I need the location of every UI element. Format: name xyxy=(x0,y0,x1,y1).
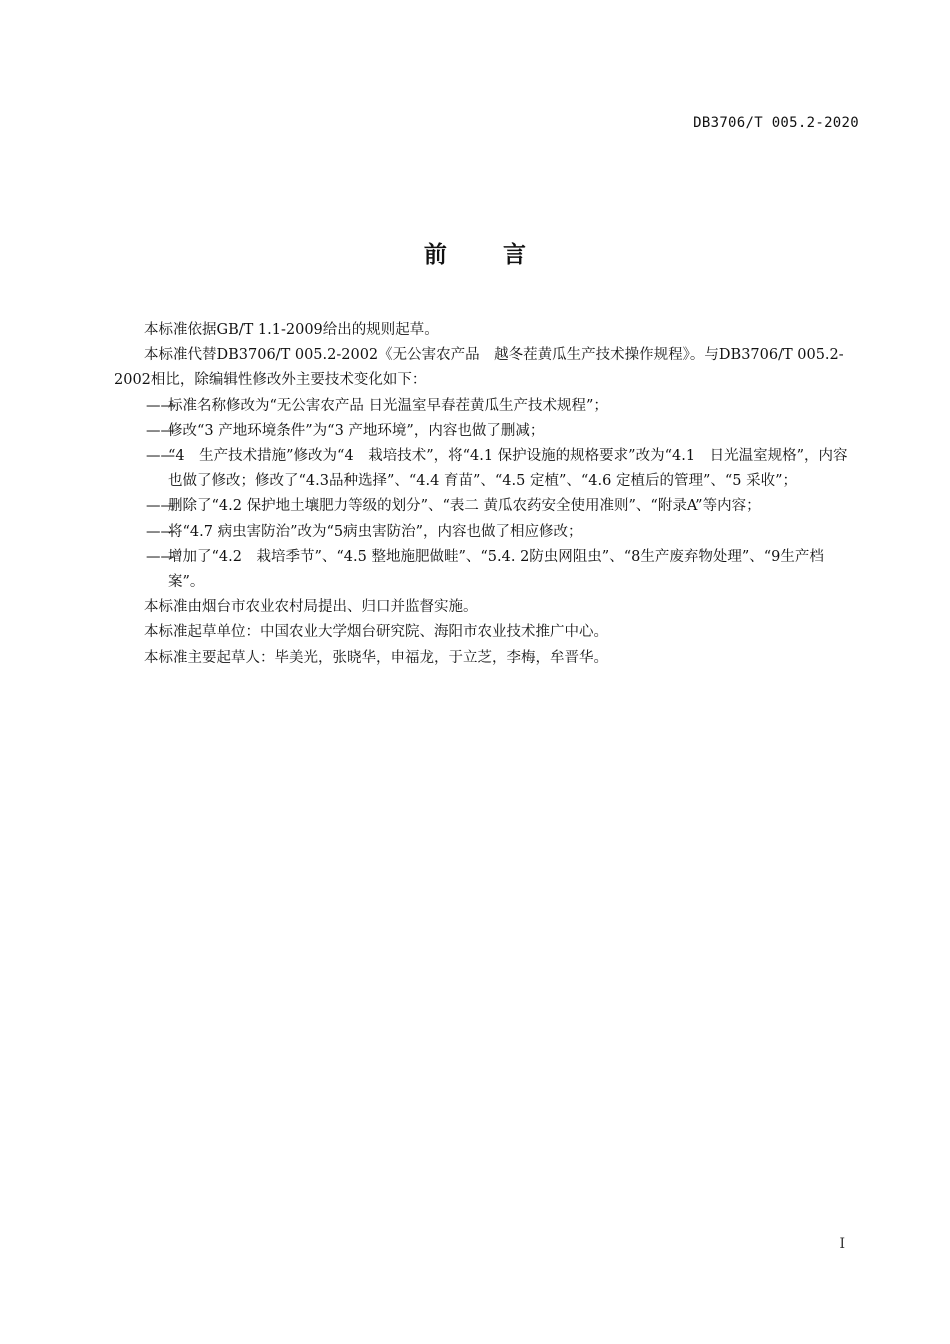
change-item xyxy=(114,545,860,595)
title-char-1: 前 xyxy=(423,242,447,268)
dash-marker: —— xyxy=(146,422,175,439)
dash-marker: —— xyxy=(146,548,175,565)
paragraph-proposer: 本标准由烟台市农业农村局提出、归口并监督实施。 xyxy=(144,599,478,616)
change-item xyxy=(114,494,860,519)
change-item xyxy=(114,394,860,419)
change-item xyxy=(114,444,860,494)
change-item xyxy=(114,520,860,545)
change-text: “4 生产技术措施”修改为“4 栽培技术”，将“4.1 保护设施的规格要求”改为“4.1 日光温室规格”，内容也做了修改；修改了“4.3品种选择”、“4.4 育苗”、“4.5 定植”、“4.6 定植后的管理”、“5 采收”； xyxy=(168,448,848,490)
change-item xyxy=(114,419,860,444)
change-text: 标准名称修改为“无公害农产品 日光温室早春茬黄瓜生产技术规程”； xyxy=(168,397,608,414)
dash-marker: —— xyxy=(146,523,175,540)
dash-marker: —— xyxy=(146,397,175,414)
foreword-body xyxy=(114,318,860,671)
dash-marker: —— xyxy=(146,498,175,515)
paragraph-drafting-units: 本标准起草单位：中国农业大学烟台研究院、海阳市农业技术推广中心。 xyxy=(144,624,608,641)
change-text: 删除了“4.2 保护地土壤肥力等级的划分”、“表二 黄瓜农药安全使用准则”、“附录A”等内容； xyxy=(168,498,761,515)
document-code: DB3706/T 005.2-2020 xyxy=(693,115,859,131)
title-char-2: 言 xyxy=(503,242,527,268)
dash-marker: —— xyxy=(146,448,175,465)
paragraph-drafters: 本标准主要起草人：毕美光，张晓华，申福龙，于立芝，李梅，牟晋华。 xyxy=(144,649,608,666)
paragraph-replacement: 本标准代替DB3706/T 005.2-2002《无公害农产品 越冬茬黄瓜生产技术操作规程》。与DB3706/T 005.2-2002相比，除编辑性修改外主要技术变化如下： xyxy=(114,347,844,389)
change-text: 修改“3 产地环境条件”为“3 产地环境”，内容也做了删减； xyxy=(168,422,545,439)
page-number: I xyxy=(839,1236,845,1252)
change-text: 增加了“4.2 栽培季节”、“4.5 整地施肥做畦”、“5.4. 2防虫网阻虫”、“8生产废弃物处理”、“9生产档案”。 xyxy=(168,548,824,591)
paragraph-basis: 本标准依据GB/T 1.1-2009给出的规则起草。 xyxy=(144,322,439,338)
page-title xyxy=(0,236,950,269)
change-text: 将“4.7 病虫害防治”改为“5病虫害防治”，内容也做了相应修改； xyxy=(168,523,583,540)
